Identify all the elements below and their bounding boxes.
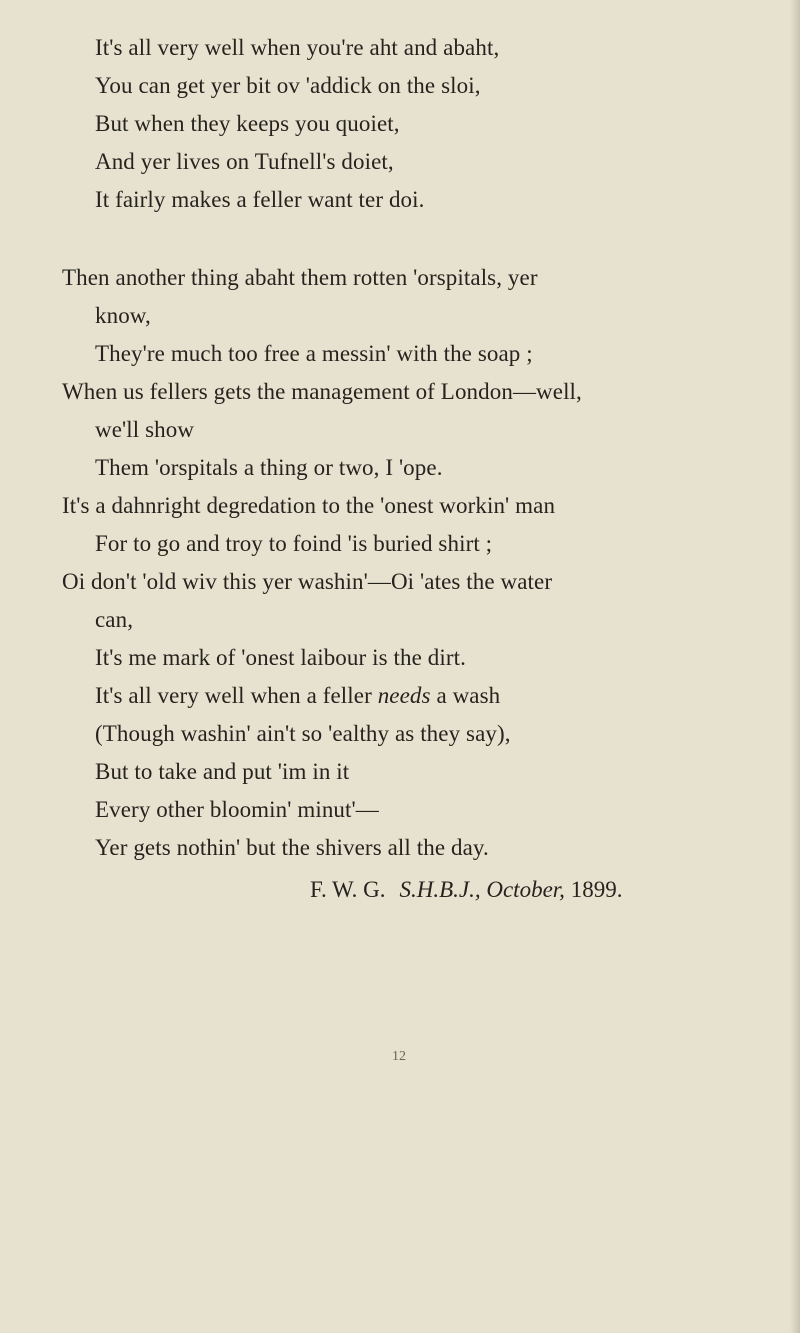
poem-line: (Though washin' ain't so 'ealthy as they say), <box>95 721 511 746</box>
poem-line: we'll show <box>95 417 195 442</box>
page-edge-shadow <box>790 0 800 1333</box>
attribution <box>310 875 622 905</box>
poem-line-text: a wash <box>436 683 501 708</box>
poem-line: can, <box>95 607 134 632</box>
poem-line: For to go and troy to foind 'is buried shirt ; <box>95 531 493 556</box>
poem-line: When us fellers gets the management of London—well, <box>62 379 582 404</box>
author-initials: F. W. G. <box>310 877 386 902</box>
source-citation: S.H.B.J., October, <box>399 877 565 902</box>
poem-line: Yer gets nothin' but the shivers all the day. <box>95 835 489 860</box>
poem-line: Then another thing abaht them rotten 'orspitals, yer <box>62 265 538 290</box>
poem-line-text: It's all very well when a feller <box>95 683 372 708</box>
poem-line: And yer lives on Tufnell's doiet, <box>95 149 394 174</box>
poem-line: Oi don't 'old wiv this yer washin'—Oi 'ates the water <box>62 569 553 594</box>
poem-line: But to take and put 'im in it <box>95 759 350 784</box>
emphasized-word: needs <box>377 683 431 708</box>
page-number: 12 <box>392 1049 406 1064</box>
poem-line: know, <box>95 303 151 328</box>
poem-line: You can get yer bit ov 'addick on the sloi, <box>95 73 481 98</box>
poem-line: It's a dahnright degredation to the 'onest workin' man <box>62 493 556 518</box>
poem-line <box>95 681 500 711</box>
poem-line: Them 'orspitals a thing or two, I 'ope. <box>95 455 443 480</box>
poem-line: Every other bloomin' minut'— <box>95 797 379 822</box>
poem-line: They're much too free a messin' with the soap ; <box>95 341 533 366</box>
poem-line: But when they keeps you quoiet, <box>95 111 400 136</box>
citation-year: 1899. <box>570 877 623 902</box>
poem-line: It's me mark of 'onest laibour is the dirt. <box>95 645 466 670</box>
poem-line: It's all very well when you're aht and abaht, <box>95 35 500 60</box>
poem-line: It fairly makes a feller want ter doi. <box>95 187 425 212</box>
